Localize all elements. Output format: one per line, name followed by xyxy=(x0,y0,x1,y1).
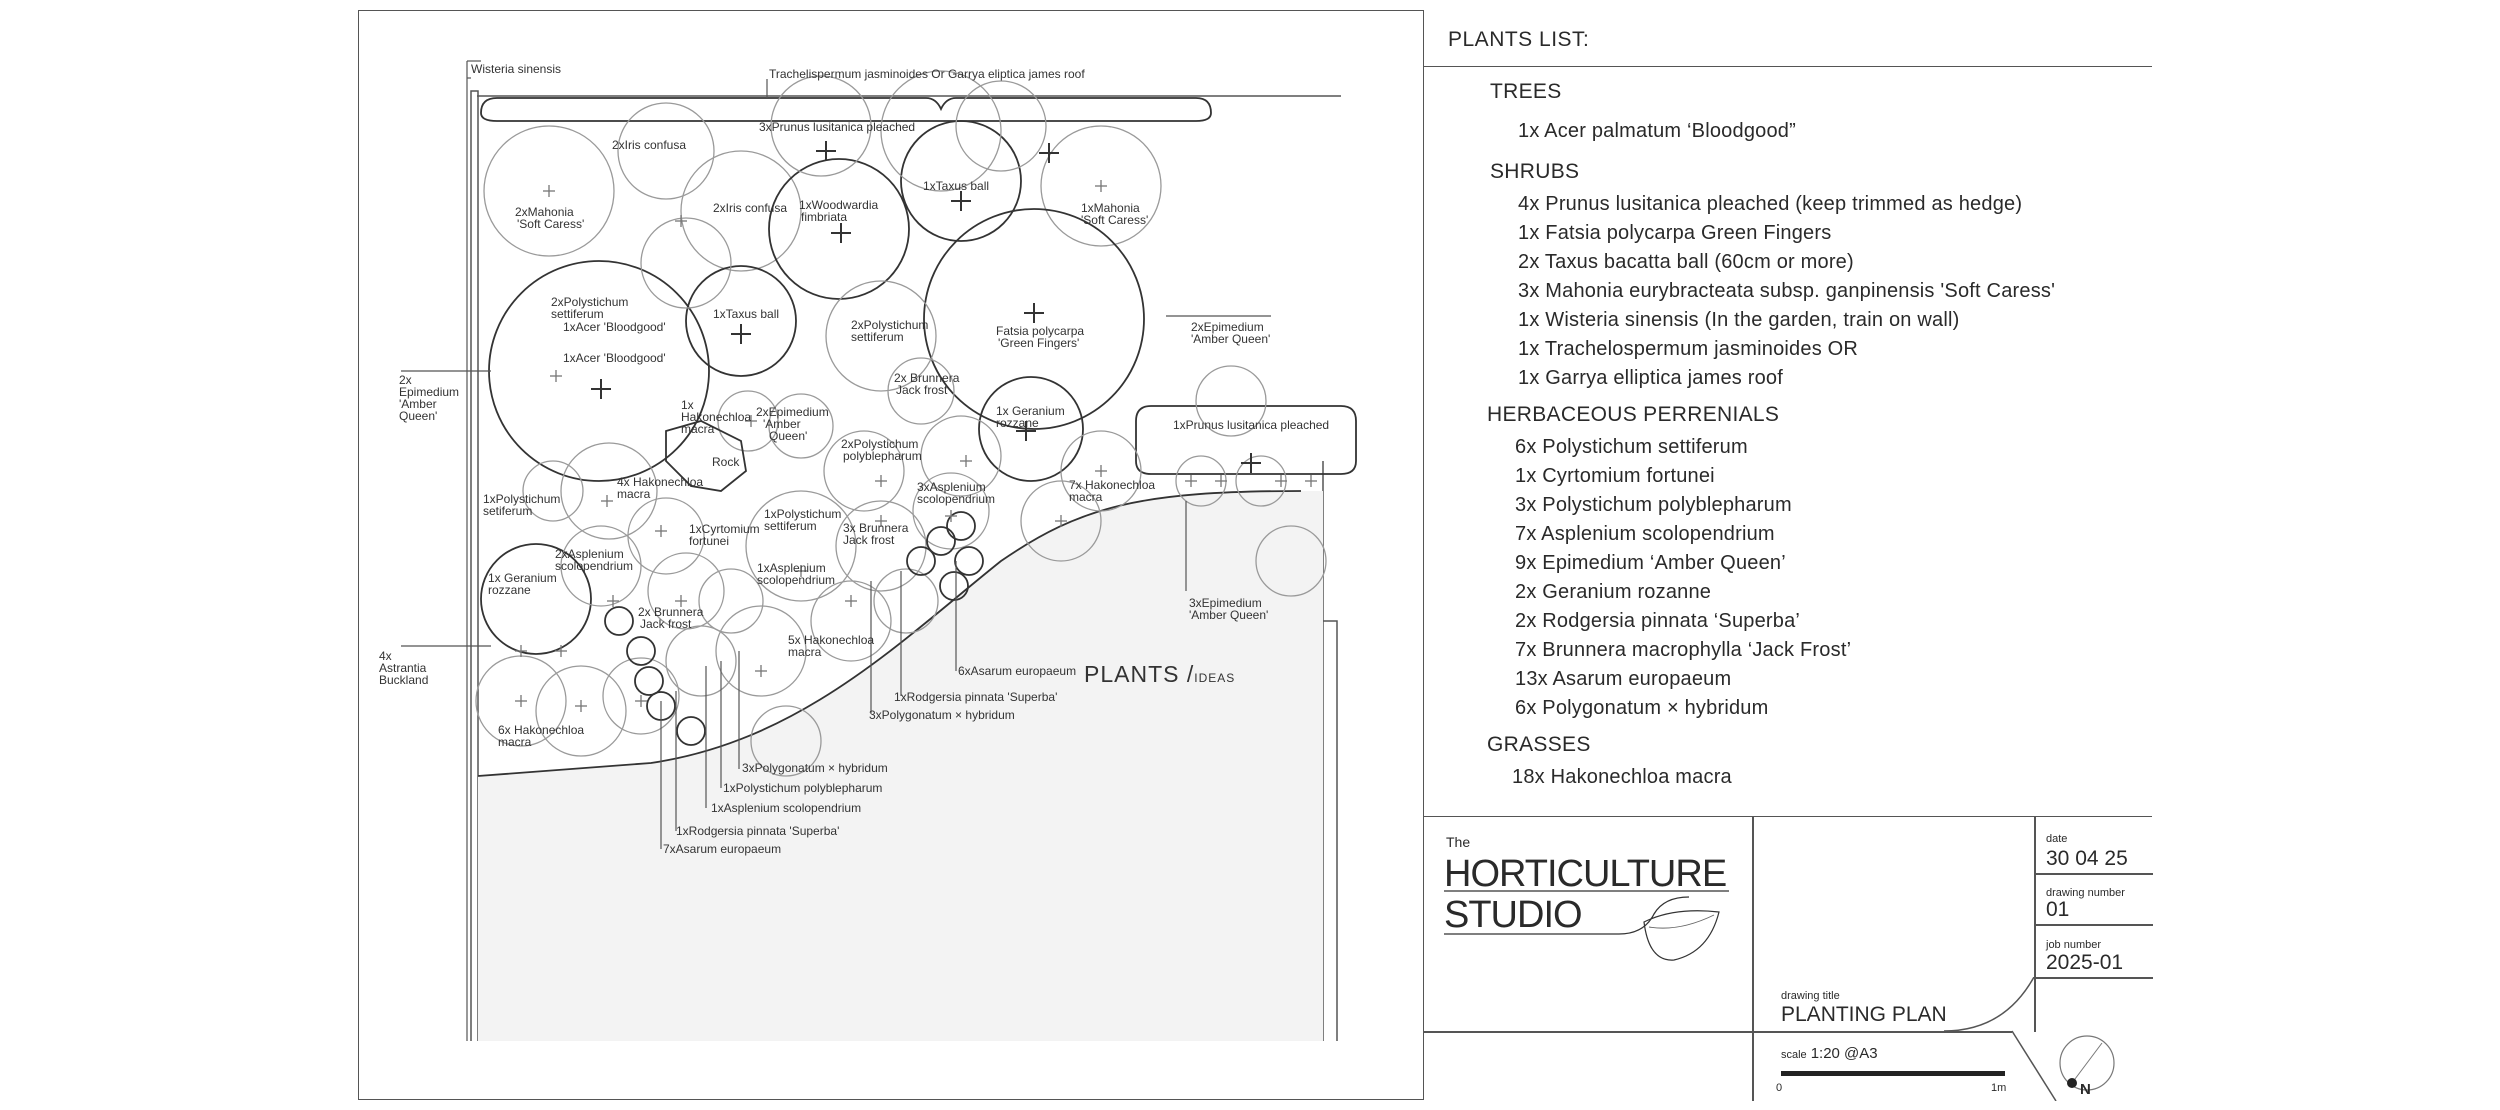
label-epimedium-right: 2xEpimedium xyxy=(1191,320,1264,334)
label-polygonatum-a: 3xPolygonatum × hybridum xyxy=(869,708,1015,722)
label-polystichum-e: 1xPolystichum xyxy=(764,507,842,521)
plant-marker xyxy=(755,665,767,677)
divider xyxy=(1424,1031,1752,1033)
label-woodwardia-2: fimbriata xyxy=(801,210,848,224)
asarum-circle xyxy=(605,607,633,635)
label-epimedium-right-2: 'Amber Queen' xyxy=(1191,332,1271,346)
plant-marker xyxy=(543,185,555,197)
label-mahonia-left: 2xMahonia xyxy=(515,205,574,219)
title-block xyxy=(1424,816,2152,1101)
scale-label: scale xyxy=(1781,1049,1807,1061)
plant-circle xyxy=(666,626,736,696)
category-herbaceous: HERBACEOUS PERRENIALS xyxy=(1487,403,1780,426)
asarum-circle xyxy=(627,637,655,665)
label-brunnera-c: 2x Brunnera xyxy=(638,605,704,619)
label-epimedium-d: 3xEpimedium xyxy=(1189,596,1262,610)
label-epimedium-left-2: Epimedium xyxy=(399,385,460,399)
plant-circle xyxy=(489,261,709,481)
label-hakonechloa-e: 6x Hakonechloa xyxy=(498,723,585,737)
plant-item: 1x Acer palmatum ‘Bloodgood” xyxy=(1518,120,1796,142)
asarum-circle xyxy=(927,527,955,555)
scale-end: 1m xyxy=(1991,1082,2007,1094)
plant-marker xyxy=(816,141,836,161)
label-brunnera-b-2: Jack frost xyxy=(843,533,895,547)
label-astrantia-2: Astrantia xyxy=(379,661,427,675)
scale-bar xyxy=(1781,1071,2005,1076)
label-hakonechloa-a: 1x xyxy=(681,398,694,412)
label-brunnera-a-2: Jack frost xyxy=(896,383,948,397)
label-polystichum-a-2: settiferum xyxy=(551,307,604,321)
label-epimedium-c-3: Queen' xyxy=(769,429,808,443)
label-prunus-right: 1xPrunus lusitanica pleached xyxy=(1173,418,1330,432)
plant-circle xyxy=(686,266,796,376)
label-rock: Rock xyxy=(712,455,740,469)
plant-item: 13x Asarum europaeum xyxy=(1515,668,1732,690)
label-rodgersia-b: 1xRodgersia pinnata 'Superba' xyxy=(676,824,840,838)
label-geranium-b-2: rozzane xyxy=(488,583,531,597)
label-hakonechloa-d: 5x Hakonechloa xyxy=(788,633,875,647)
plant-item: 1x Wisteria sinensis (In the garden, train on wall) xyxy=(1518,309,1960,331)
north-arrow-icon xyxy=(1944,977,2153,1101)
plants-list-heading: PLANTS LIST: xyxy=(1448,28,1590,51)
label-taxus-top: 1xTaxus ball xyxy=(923,179,990,193)
label-epimedium-c-2: 'Amber xyxy=(763,417,801,431)
plant-marker xyxy=(731,324,751,344)
plant-item: 4x Prunus lusitanica pleached (keep trimmed as hedge) xyxy=(1518,193,2023,215)
job-number-value: 2025-01 xyxy=(2046,951,2124,974)
plant-circle xyxy=(811,581,891,661)
north-label: N xyxy=(2080,1081,2091,1098)
label-polystichum-c: 2xPolystichum xyxy=(841,437,919,451)
logo-the: The xyxy=(1446,834,1471,850)
label-cyrtomium-2: fortunei xyxy=(689,534,730,548)
category-shrubs: SHRUBS xyxy=(1490,160,1580,183)
label-epimedium-left: 2x xyxy=(399,373,412,387)
label-hakonechloa-e-2: macra xyxy=(498,735,532,749)
label-brunnera-a: 2x Brunnera xyxy=(894,371,960,385)
plant-marker xyxy=(655,525,667,537)
plant-marker xyxy=(845,595,857,607)
divider xyxy=(2034,924,2153,926)
plant-item: 2x Taxus bacatta ball (60cm or more) xyxy=(1518,251,1854,273)
label-asplenium-c-2: scolopendrium xyxy=(757,573,836,587)
label-wisteria: Wisteria sinensis xyxy=(471,62,562,76)
divider xyxy=(1752,817,1754,1101)
label-hakonechloa-b: 4x Hakonechloa xyxy=(617,475,704,489)
plant-item: 2x Rodgersia pinnata ‘Superba’ xyxy=(1515,610,1801,632)
label-polystichum-e-2: settiferum xyxy=(764,519,817,533)
label-acer-a: 1xAcer 'Bloodgood' xyxy=(563,320,666,334)
label-mahonia-right: 1xMahonia xyxy=(1081,201,1140,215)
drawing-number-value: 01 xyxy=(2046,898,2070,921)
asarum-circle xyxy=(955,547,983,575)
plant-marker xyxy=(515,695,527,707)
label-polystichum-b: 2xPolystichum xyxy=(851,318,929,332)
category-trees: TREES xyxy=(1490,80,1562,103)
asarum-circle xyxy=(635,667,663,695)
label-trachelospermum: Trachelispermum jasminoides Or Garrya eliptica james roof xyxy=(769,67,1085,81)
plants-list-header xyxy=(1424,10,2152,67)
plant-marker xyxy=(1095,180,1107,192)
label-asplenium-b: 2xAsplenium xyxy=(555,547,624,561)
label-epimedium-left-4: Queen' xyxy=(399,409,438,423)
asarum-circle xyxy=(940,572,968,600)
plant-item: 1x Fatsia polycarpa Green Fingers xyxy=(1518,222,1832,244)
label-hakonechloa-a-2: Hakonechloa xyxy=(681,410,752,424)
label-fatsia: Fatsia polycarpa xyxy=(996,324,1085,338)
plant-marker xyxy=(875,475,887,487)
plant-marker xyxy=(1185,475,1197,487)
label-asplenium-a: 3xAsplenium xyxy=(917,480,986,494)
label-astrantia: 4x xyxy=(379,649,392,663)
drawing-title-value: PLANTING PLAN xyxy=(1781,1003,1947,1026)
label-geranium-b: 1x Geranium xyxy=(488,571,557,585)
label-asplenium-a-2: scolopendrium xyxy=(917,492,996,506)
plant-marker xyxy=(831,223,851,243)
label-astrantia-3: Buckland xyxy=(379,673,429,687)
date-value: 30 04 25 xyxy=(2046,847,2128,870)
plant-item: 3x Mahonia eurybracteata subsp. ganpinensis 'Soft Caress' xyxy=(1518,280,2056,302)
label-hakonechloa-c-2: macra xyxy=(1069,490,1103,504)
plant-item: 7x Asplenium scolopendrium xyxy=(1515,523,1775,545)
label-asplenium-d: 1xAsplenium scolopendrium xyxy=(711,801,862,815)
plant-item: 2x Geranium rozanne xyxy=(1515,581,1712,603)
plant-item: 9x Epimedium ‘Amber Queen’ xyxy=(1515,552,1786,574)
plant-marker xyxy=(945,510,957,522)
drawing-number-label: drawing number xyxy=(2046,887,2125,899)
label-epimedium-c: 2xEpimedium xyxy=(756,405,829,419)
label-asarum-a: 6xAsarum europaeum xyxy=(958,664,1077,678)
plant-marker xyxy=(555,645,567,657)
label-iris-a: 2xIris confusa xyxy=(612,138,687,152)
logo-horticulture: HORTICULTURE xyxy=(1444,853,1727,895)
plant-marker xyxy=(1305,475,1317,487)
plant-item: 6x Polygonatum × hybridum xyxy=(1515,697,1769,719)
category-grasses: GRASSES xyxy=(1487,733,1591,756)
plant-item: 7x Brunnera macrophylla ‘Jack Frost’ xyxy=(1515,639,1852,661)
plant-circle xyxy=(769,159,909,299)
plant-marker xyxy=(951,191,971,211)
label-brunnera-b: 3x Brunnera xyxy=(843,521,909,535)
label-hakonechloa-b-2: macra xyxy=(617,487,651,501)
label-hakonechloa-d-2: macra xyxy=(788,645,822,659)
label-acer-b: 1xAcer 'Bloodgood' xyxy=(563,351,666,365)
drawing-title-label: drawing title xyxy=(1781,990,1840,1002)
plant-circle xyxy=(641,218,731,308)
label-polystichum-d: 1xPolystichum xyxy=(483,492,561,506)
label-polystichum-f: 1xPolystichum polyblepharum xyxy=(723,781,883,795)
plant-item: 6x Polystichum settiferum xyxy=(1515,436,1748,458)
asarum-circle xyxy=(677,717,705,745)
plant-item: 1x Trachelospermum jasminoides OR xyxy=(1518,338,1859,360)
plant-item: 18x Hakonechloa macra xyxy=(1512,766,1732,788)
label-taxus-mid: 1xTaxus ball xyxy=(713,307,780,321)
label-rodgersia-a: 1xRodgersia pinnata 'Superba' xyxy=(894,690,1058,704)
label-polystichum-a: 2xPolystichum xyxy=(551,295,629,309)
label-asarum-b: 7xAsarum europaeum xyxy=(663,842,782,856)
label-polystichum-d-2: setiferum xyxy=(483,504,533,518)
planting-plan-drawing xyxy=(359,11,1424,1099)
hedge-top xyxy=(481,98,1211,121)
label-epimedium-left-3: 'Amber xyxy=(399,397,437,411)
plant-marker xyxy=(635,695,647,707)
label-polystichum-c-2: polyblepharum xyxy=(843,449,922,463)
plant-circle xyxy=(699,569,763,633)
label-asplenium-b-2: scolopendrium xyxy=(555,559,634,573)
plant-marker xyxy=(1024,303,1044,323)
leaf-logo-icon xyxy=(1444,852,1734,972)
plant-marker xyxy=(1095,465,1107,477)
label-iris-b: 2xIris confusa xyxy=(713,201,788,215)
plant-marker xyxy=(591,379,611,399)
plant-item: 1x Cyrtomium fortunei xyxy=(1515,465,1715,487)
plant-item: 3x Polystichum polyblepharum xyxy=(1515,494,1792,516)
label-woodwardia: 1xWoodwardia xyxy=(799,198,879,212)
plant-marker xyxy=(575,700,587,712)
divider xyxy=(2034,873,2153,875)
label-epimedium-d-2: 'Amber Queen' xyxy=(1189,608,1269,622)
label-cyrtomium: 1xCyrtomium xyxy=(689,522,760,536)
plant-item: 1x Garrya elliptica james roof xyxy=(1518,367,1783,389)
date-label: date xyxy=(2046,833,2068,845)
plant-marker xyxy=(601,495,613,507)
label-geranium-a: 1x Geranium xyxy=(996,404,1065,418)
plants-list-panel xyxy=(1423,10,2152,1100)
label-polygonatum-b: 3xPolygonatum × hybridum xyxy=(742,761,888,775)
logo-studio: STUDIO xyxy=(1444,894,1582,936)
label-mahonia-right-2: 'Soft Caress' xyxy=(1081,213,1149,227)
plan-title: PLANTS /IDEAS xyxy=(1084,661,1236,687)
job-number-label: job number xyxy=(2046,939,2102,951)
label-geranium-a-2: rozzane xyxy=(996,416,1039,430)
plant-marker xyxy=(550,370,562,382)
scale-row xyxy=(1781,1045,1878,1062)
plant-marker xyxy=(515,645,527,657)
label-asplenium-c: 1xAsplenium xyxy=(757,561,826,575)
label-mahonia-left-2: 'Soft Caress' xyxy=(517,217,585,231)
label-prunus-top: 3xPrunus lusitanica pleached xyxy=(759,120,916,134)
label-hakonechloa-a-3: macra xyxy=(681,422,715,436)
scale-start: 0 xyxy=(1776,1082,1783,1094)
plant-marker xyxy=(960,455,972,467)
plant-marker xyxy=(675,215,687,227)
scale-value: 1:20 @A3 xyxy=(1810,1045,1878,1062)
label-fatsia-2: 'Green Fingers' xyxy=(998,336,1080,350)
plant-circle xyxy=(874,569,938,633)
label-polystichum-b-2: settiferum xyxy=(851,330,904,344)
label-brunnera-c-2: Jack frost xyxy=(640,617,692,631)
label-hakonechloa-c: 7x Hakonechloa xyxy=(1069,478,1156,492)
